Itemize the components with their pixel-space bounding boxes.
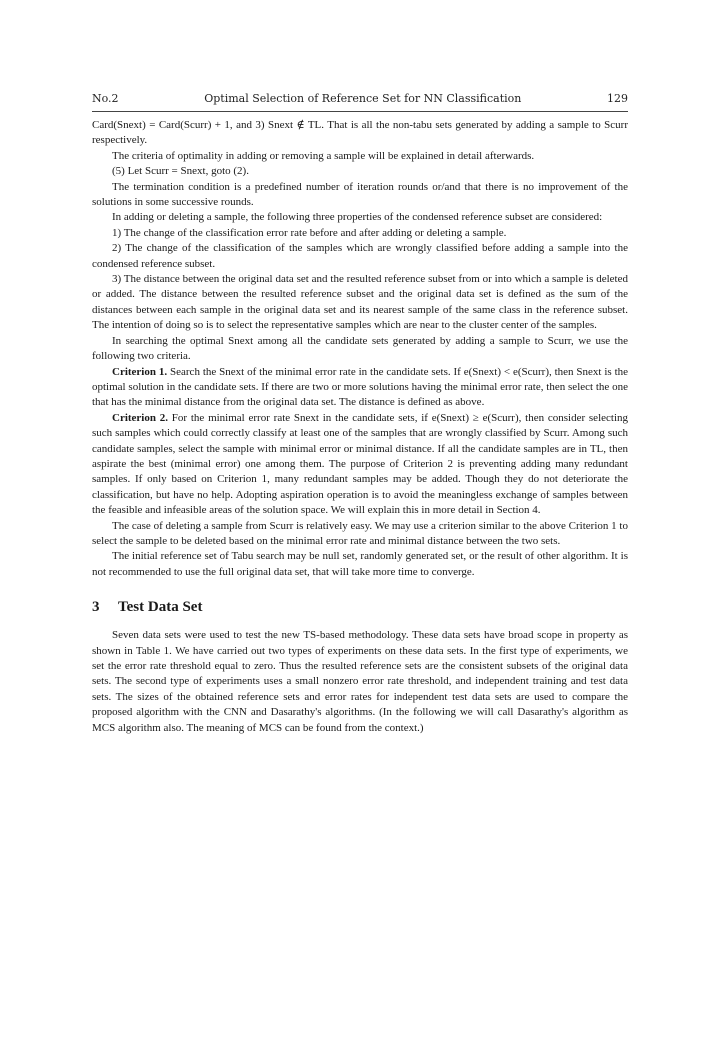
criterion-1-paragraph: [92, 365, 628, 411]
issue-number: No.2: [92, 92, 119, 105]
criterion-2-paragraph: [92, 411, 628, 519]
section-title: Test Data Set: [118, 599, 203, 616]
running-header: [92, 92, 628, 112]
criterion-1-label: Criterion 1.: [112, 365, 168, 378]
paragraph: The criteria of optimality in adding or removing a sample will be explained in detail afterwards.: [112, 149, 535, 162]
paragraph: The case of deleting a sample from Scurr is relatively easy. We may use a criterion similar to the above Criterion 1 to select the sample to be deleted based on the minimal error rate and minimal distance between the two sets.: [92, 519, 628, 547]
running-title: Optimal Selection of Reference Set for NN Classification: [204, 92, 522, 105]
paragraph: The initial reference set of Tabu search may be null set, randomly generated set, or the result of other algorithm. It is not recommended to use the full original data set, that will take more time to converge.: [92, 550, 628, 578]
paragraph: 3) The distance between the original data set and the resulted reference subset from or into which a sample is deleted or added. The distance between the resulted reference subset and the original data set is defined as the sum of the distances between each sample in the original data set and its nearest sample of the same class in the reference subset. The intention of doing so is to select the representative samples which are near to the cluster center of the samples.: [92, 273, 628, 332]
paragraph: Seven data sets were used to test the new TS-based methodology. These data sets have broad scope in property as shown in Table 1. We have carried out two types of experiments on these data sets. In the first type of experiments, we set the error rate threshold equal to zero. Thus the resulted reference sets are the consistent subsets of the original data sets. The second type of experiments uses a small nonzero error rate threshold, and independent training and test data sets. The sizes of the obtained reference sets and error rates for independent test data sets are used to compare the proposed algorithm with the CNN and Dasarathy's algorithms. (In the following we will call Dasarathy's algorithm as MCS algorithm also. The meaning of MCS can be found from the context.): [92, 629, 628, 734]
section-heading: [92, 599, 628, 616]
paragraph: Card(Snext) = Card(Scurr) + 1, and 3) Snext ∉ TL. That is all the non-tabu sets generated by adding a sample to Scurr respectively.: [92, 119, 628, 147]
paragraph: 2) The change of the classification of the samples which are wrongly classified before adding a sample into the condensed reference subset.: [92, 242, 628, 270]
criterion-2-label: Criterion 2.: [112, 411, 169, 424]
criterion-1-text: Search the Snext of the minimal error rate in the candidate sets. If e(Snext) < e(Scurr), then Snext is the optimal solution in the candidate sets. If there are two or more solutions having the minimal error rate, then select the one that has the minimal distance from the original data set. The distance is defined as above.: [92, 365, 629, 409]
section-number: 3: [92, 599, 100, 616]
paragraph: In searching the optimal Snext among all the candidate sets generated by adding a sample to Scurr, we use the following two criteria.: [92, 334, 628, 363]
paragraph: The termination condition is a predefined number of iteration rounds or/and that there is no improvement of the solutions in some successive rounds.: [92, 180, 628, 209]
paragraph: 1) The change of the classification error rate before and after adding or deleting a sample.: [112, 226, 507, 239]
paper-page: [92, 92, 628, 736]
section-body: [92, 628, 628, 736]
paragraph: (5) Let Scurr = Snext, goto (2).: [112, 165, 249, 178]
page-number: 129: [607, 92, 628, 105]
body-text: [92, 118, 628, 580]
criterion-2-text: For the minimal error rate Snext in the candidate sets, if e(Snext) ≥ e(Scurr), then consider selecting such samples which could correctly classify at least one of the samples that are wrongly classified by Scurr. Among such candidate samples, select the sample with minimal error or minimal distance. If all the candidate samples are in TL, then aspirate the best (minimal error) one among them. The purpose of Criterion 2 is preventing adding many redundant samples. If only based on Criterion 1, many redundant samples may be added. Though they do not deteriorate the classification, but have no help. Adopting aspiration operation is to avoid the meaningless exchange of samples between the feasible and infeasible areas of the solution space. We will explain this in more detail in Section 4.: [92, 411, 628, 517]
paragraph: In adding or deleting a sample, the following three properties of the condensed reference subset are considered:: [112, 211, 603, 224]
